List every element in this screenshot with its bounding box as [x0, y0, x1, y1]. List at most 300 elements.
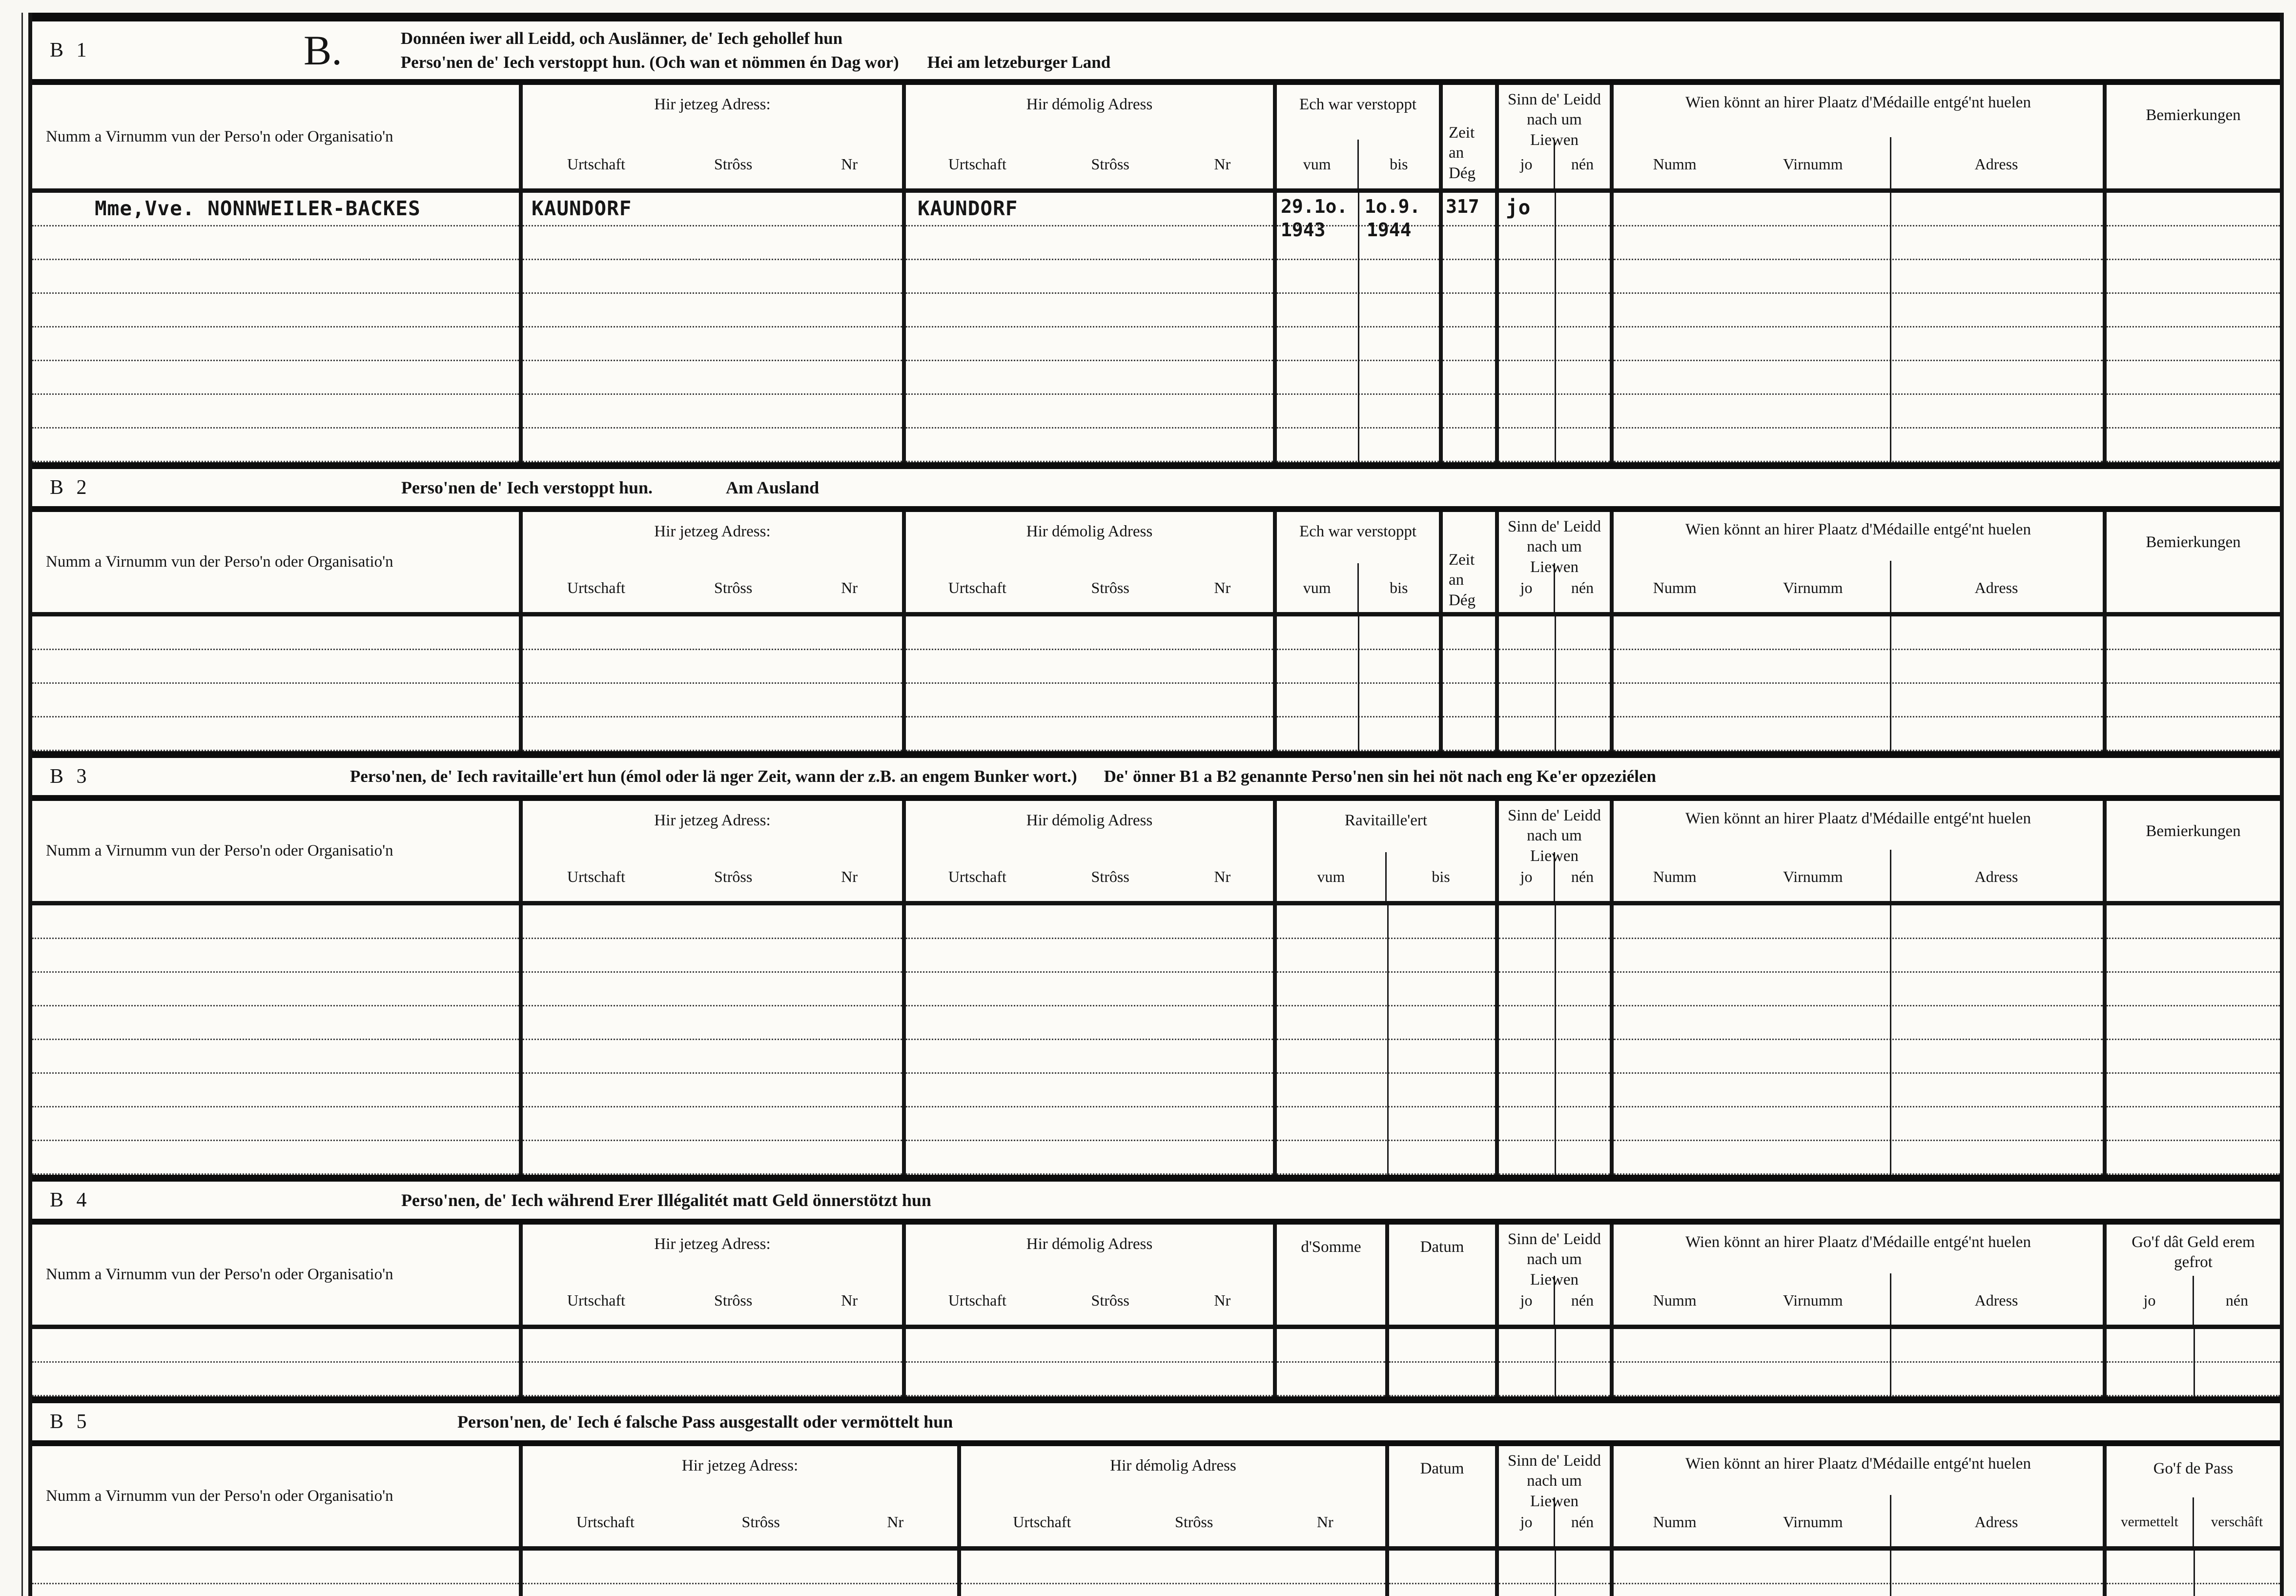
dotted-entry-row [1277, 1141, 1495, 1175]
vum-bis-subheaders [1277, 852, 1495, 901]
dotted-entry-row [523, 395, 902, 429]
subcolumn-divider [2194, 1551, 2195, 1596]
subcol-stross: Strôss [1091, 1291, 1129, 1309]
medal-subheaders [1614, 852, 2103, 901]
b1-col-remarks [2107, 85, 2280, 188]
dotted-entry-row [1277, 905, 1495, 939]
subcol-nr: Nr [1214, 155, 1231, 173]
dotted-entry-row [32, 260, 519, 294]
medal-subheaders [1614, 563, 2103, 612]
dotted-entry-row [1614, 616, 2103, 650]
dotted-entry-row [1443, 717, 1495, 751]
table-column [1277, 616, 1443, 751]
dotted-entry-row [32, 1074, 519, 1107]
dotted-entry-row [32, 616, 519, 650]
subcol-urtschaft: Urtschaft [948, 578, 1006, 596]
table-column [906, 1329, 1277, 1396]
table-column [1277, 193, 1443, 462]
table-column [906, 193, 1277, 462]
section-b1-title-band [32, 13, 2280, 85]
dotted-entry-row [1277, 973, 1495, 1006]
dotted-entry-row [1614, 973, 2103, 1006]
section-b5-title: Person'nen, de' Iech é falsche Pass ausgestallt oder vermöttelt hun [457, 1412, 953, 1432]
b4-col-former-address [906, 1225, 1277, 1325]
col-current-address-label: Hir jetzeg Adress: [654, 1235, 771, 1253]
table-column [32, 1551, 523, 1596]
dotted-entry-row [1443, 361, 1495, 395]
subcol-numm: Numm [1653, 578, 1697, 596]
b2-col-hidden-period [1277, 512, 1443, 612]
dotted-entry-row [32, 905, 519, 939]
b3-col-medal [1614, 801, 2107, 901]
subcolumn-divider [1890, 1329, 1891, 1396]
b5-column-headers [32, 1446, 2280, 1551]
dotted-entry-row [523, 905, 902, 939]
col-pass-status-label: Go'f de Pass [2153, 1460, 2234, 1477]
subcol-bis: bis [1390, 155, 1408, 173]
table-column [523, 1551, 961, 1596]
dotted-entry-row [32, 717, 519, 751]
dotted-entry-row [906, 1107, 1273, 1141]
subcol-bis: bis [1432, 867, 1450, 885]
subcol-urtschaft: Urtschaft [1013, 1513, 1071, 1531]
subcol-adress: Adress [1974, 578, 2018, 596]
b2-col-name [32, 512, 523, 612]
subcol-numm: Numm [1653, 155, 1697, 173]
dotted-entry-row [32, 650, 519, 684]
b4-entry-rows [32, 1329, 2280, 1396]
b2-col-remarks [2107, 512, 2280, 612]
section-b2-title-band [32, 462, 2280, 512]
b3-col-supplied-period [1277, 801, 1499, 901]
dotted-entry-row [1614, 1329, 2103, 1363]
subcol-vum: vum [1277, 140, 1359, 188]
dotted-entry-row [1614, 1584, 2103, 1596]
subcol-nr: Nr [1214, 578, 1231, 596]
b3-col-remarks [2107, 801, 2280, 901]
col-alive-label: Sinn de' Leidd nach um Liewen [1507, 1230, 1601, 1289]
b5-entry-rows [32, 1551, 2280, 1596]
dotted-entry-row [2107, 1006, 2280, 1040]
dotted-entry-row [32, 361, 519, 395]
dotted-entry-row [1443, 294, 1495, 327]
dotted-entry-row [523, 650, 902, 684]
dotted-entry-row [523, 616, 902, 650]
subcolumn-divider [1358, 193, 1359, 462]
section-b3-title-part2: De' önner B1 a B2 genannte Perso'nen sin hei nöt nach eng Ke'er opzeziélen [1104, 767, 1656, 786]
col-former-address-label: Hir démolig Adress [1026, 812, 1153, 829]
b4-col-amount [1277, 1225, 1389, 1325]
jo-nen-subheaders [1499, 1276, 1610, 1325]
section-b2-title: Perso'nen de' Iech verstoppt hun. [401, 478, 653, 497]
dotted-entry-row [2107, 361, 2280, 395]
table-column [1443, 616, 1499, 751]
b2-col-medal [1614, 512, 2107, 612]
dotted-entry-row [523, 429, 902, 462]
section-b1-code: B 1 [50, 39, 91, 61]
subcol-urtschaft: Urtschaft [948, 1291, 1006, 1309]
b1-col-former-address [906, 85, 1277, 188]
dotted-entry-row [1614, 1107, 2103, 1141]
b1-col-days [1443, 85, 1499, 188]
b4-col-alive [1499, 1225, 1614, 1325]
dotted-entry-row [32, 1551, 519, 1584]
subcolumn-divider [1555, 193, 1556, 462]
dotted-entry-row [2107, 260, 2280, 294]
b1-col-hidden-period [1277, 85, 1443, 188]
col-days-label: Zeit an Dég [1449, 551, 1476, 609]
subcol-jo: jo [1499, 1497, 1555, 1546]
subcol-stross: Strôss [714, 155, 753, 173]
dotted-entry-row [906, 327, 1273, 361]
table-column [1614, 905, 2107, 1175]
dotted-entry-row [523, 1551, 957, 1584]
table-column [1499, 905, 1614, 1175]
table-column [2107, 616, 2280, 751]
dotted-entry-row [2107, 1074, 2280, 1107]
col-medal-label: Wien könnt an hirer Plaatz d'Médaille entgé'nt huelen [1685, 521, 2031, 538]
table-column [906, 616, 1277, 751]
dotted-entry-row [906, 1329, 1273, 1363]
dotted-entry-row [906, 905, 1273, 939]
subcol-nr: Nr [1214, 1291, 1231, 1309]
dotted-entry-row [32, 1006, 519, 1040]
b4-col-current-address [523, 1225, 906, 1325]
dotted-entry-row [1443, 327, 1495, 361]
b2-col-days [1443, 512, 1499, 612]
table-column [32, 616, 523, 751]
subcol-nen: nén [1571, 1291, 1594, 1309]
subcol-stross: Strôss [1091, 155, 1129, 173]
dotted-entry-row [2107, 193, 2280, 226]
section-b5-code: B 5 [50, 1411, 91, 1433]
col-amount-label: d'Somme [1301, 1238, 1361, 1256]
col-current-address-label: Hir jetzeg Adress: [654, 96, 771, 113]
b1-column-headers [32, 85, 2280, 193]
subcol-urtschaft: Urtschaft [567, 578, 626, 596]
col-alive-label: Sinn de' Leidd nach um Liewen [1507, 518, 1601, 576]
dotted-entry-row [2107, 1141, 2280, 1175]
dotted-entry-row [2107, 429, 2280, 462]
subcol-jo: jo [1499, 140, 1555, 188]
b3-col-alive [1499, 801, 1614, 901]
medal-subheaders [1614, 1276, 2103, 1325]
dotted-entry-row [906, 1141, 1273, 1175]
subcol-virnumm: Virnumm [1783, 155, 1843, 173]
subcol-urtschaft: Urtschaft [576, 1513, 635, 1531]
b4-col-money-returned [2107, 1225, 2280, 1325]
dotted-entry-row [1614, 1363, 2103, 1396]
section-b5-title-band [32, 1396, 2280, 1446]
dotted-entry-row [2107, 226, 2280, 260]
col-current-address-label: Hir jetzeg Adress: [654, 523, 771, 540]
b1-entry-rows [32, 193, 2280, 462]
jo-nen-subheaders [1499, 563, 1610, 612]
dotted-entry-row [32, 1584, 519, 1596]
address-subheaders [906, 140, 1273, 188]
table-column [1614, 1329, 2107, 1396]
dotted-entry-row [32, 294, 519, 327]
dotted-entry-row [523, 226, 902, 260]
subcol-nr: Nr [841, 155, 858, 173]
col-former-address-label: Hir démolig Adress [1026, 96, 1153, 113]
col-hidden-label: Ech war verstoppt [1299, 523, 1417, 540]
table-column [961, 1551, 1389, 1596]
medal-subheaders [1614, 1497, 2103, 1546]
table-column [1499, 1551, 1614, 1596]
dotted-entry-row [1277, 1074, 1495, 1107]
dotted-entry-row [523, 327, 902, 361]
subcol-nen: nén [2225, 1291, 2249, 1309]
b3-column-headers [32, 801, 2280, 905]
dotted-entry-row [961, 1584, 1385, 1596]
dotted-entry-row [961, 1551, 1385, 1584]
section-b3-title-part1: Perso'nen, de' Iech ravitaille'ert hun (émol oder lä nger Zeit, wann der z.B. an engem Bunker wort.) [350, 767, 1077, 786]
dotted-entry-row [2107, 717, 2280, 751]
table-column [1614, 1551, 2107, 1596]
table-column [1499, 193, 1614, 462]
b4-column-headers [32, 1225, 2280, 1329]
subcolumn-divider [1890, 193, 1891, 462]
address-subheaders [961, 1497, 1385, 1546]
subcol-urtschaft: Urtschaft [948, 155, 1006, 173]
jo-nen-subheaders [1499, 140, 1610, 188]
section-b2-code: B 2 [50, 476, 91, 499]
col-medal-label: Wien könnt an hirer Plaatz d'Médaille entgé'nt huelen [1685, 1233, 2031, 1251]
section-b1-line2-bold: Hei am letzeburger Land [927, 53, 1111, 72]
section-b3-code: B 3 [50, 765, 91, 788]
address-subheaders [906, 1276, 1273, 1325]
table-column [1389, 1551, 1499, 1596]
subcol-jo: jo [1499, 563, 1555, 612]
table-column [523, 616, 906, 751]
b2-col-alive [1499, 512, 1614, 612]
b1-col-current-address [523, 85, 906, 188]
subcol-virnumm: Virnumm [1783, 578, 1843, 596]
dotted-entry-row [906, 226, 1273, 260]
table-column [906, 905, 1277, 1175]
dotted-entry-row [906, 717, 1273, 751]
dotted-entry-row [523, 1141, 902, 1175]
col-name-label: Numm a Virnumm vun der Perso'n oder Organisatio'n [46, 553, 393, 571]
dotted-entry-row [906, 650, 1273, 684]
dotted-entry-row [32, 1363, 519, 1396]
b5-col-current-address [523, 1446, 961, 1546]
section-b1-line2-text: Perso'nen de' Iech verstoppt hun. (Och wan et nömmen én Dag wor) [400, 53, 899, 72]
col-medal-label: Wien könnt an hirer Plaatz d'Médaille entgé'nt huelen [1685, 810, 2031, 827]
b5-col-alive [1499, 1446, 1614, 1546]
dotted-entry-row [1614, 226, 2103, 260]
subcol-urtschaft: Urtschaft [567, 1291, 626, 1309]
subcol-bis: bis [1390, 578, 1408, 596]
subcol-stross: Strôss [714, 867, 753, 885]
jo-nen-subheaders [2107, 1276, 2280, 1325]
subcol-virnumm: Virnumm [1783, 867, 1843, 885]
subcol-urtschaft: Urtschaft [567, 867, 626, 885]
dotted-entry-row [1614, 650, 2103, 684]
subcol-urtschaft: Urtschaft [948, 867, 1006, 885]
address-subheaders [523, 563, 902, 612]
section-b4-code: B 4 [50, 1189, 91, 1211]
subcol-jo: jo [1499, 852, 1555, 901]
typed-addr-now: KAUNDORF [532, 197, 632, 220]
table-column [1277, 905, 1499, 1175]
dotted-entry-row [906, 429, 1273, 462]
dotted-entry-row [1614, 260, 2103, 294]
table-column [523, 905, 906, 1175]
subcol-nen: nén [1571, 155, 1594, 173]
subcol-jo: jo [2107, 1276, 2194, 1325]
dotted-entry-row [1614, 939, 2103, 973]
dotted-entry-row [906, 1006, 1273, 1040]
typed-days: 317 [1446, 196, 1479, 217]
table-column [1389, 1329, 1499, 1396]
table-column [1443, 193, 1499, 462]
dotted-entry-row [32, 1040, 519, 1074]
dotted-entry-row [906, 1074, 1273, 1107]
table-column [523, 193, 906, 462]
dotted-entry-row [1443, 226, 1495, 260]
dotted-entry-row [906, 395, 1273, 429]
dotted-entry-row [906, 684, 1273, 717]
col-days-label: Zeit an Dég [1449, 124, 1476, 182]
jo-nen-subheaders [1499, 852, 1610, 901]
dotted-entry-row [1389, 1363, 1495, 1396]
dotted-entry-row [1614, 717, 2103, 751]
col-hidden-label: Ech war verstoppt [1299, 96, 1417, 113]
b1-col-alive [1499, 85, 1614, 188]
dotted-entry-row [1614, 1141, 2103, 1175]
subcolumn-divider [1890, 850, 1891, 901]
dotted-entry-row [2107, 327, 2280, 361]
col-date-label: Datum [1420, 1460, 1464, 1477]
address-subheaders [523, 1276, 902, 1325]
dotted-entry-row [1389, 1551, 1495, 1584]
col-money-returned-label: Go'f dât Geld erem gefrot [2132, 1233, 2255, 1271]
col-remarks-label: Bemierkungen [2146, 822, 2241, 840]
dotted-entry-row [523, 1040, 902, 1074]
dotted-entry-row [523, 1584, 957, 1596]
dotted-entry-row [32, 429, 519, 462]
dotted-entry-row [2107, 294, 2280, 327]
subcol-virnumm: Virnumm [1783, 1291, 1843, 1309]
b3-col-former-address [906, 801, 1277, 901]
section-b3-title-band [32, 751, 2280, 801]
section-b4-title: Perso'nen, de' Iech während Erer Illégalitét matt Geld önnerstötzt hun [401, 1190, 931, 1210]
dotted-entry-row [523, 1107, 902, 1141]
address-subheaders [523, 1497, 957, 1546]
subcol-adress: Adress [1974, 1513, 2018, 1531]
b4-col-name [32, 1225, 523, 1325]
table-column [523, 1329, 906, 1396]
subcol-adress: Adress [1974, 155, 2018, 173]
col-alive-label: Sinn de' Leidd nach um Liewen [1507, 1452, 1601, 1510]
col-remarks-label: Bemierkungen [2146, 533, 2241, 551]
subcol-nen: nén [1571, 578, 1594, 596]
subcol-nr: Nr [841, 867, 858, 885]
dotted-entry-row [32, 395, 519, 429]
col-current-address-label: Hir jetzeg Adress: [681, 1457, 799, 1474]
dotted-entry-row [523, 294, 902, 327]
dotted-entry-row [1443, 260, 1495, 294]
b2-column-headers [32, 512, 2280, 616]
col-current-address-label: Hir jetzeg Adress: [654, 812, 771, 829]
dotted-entry-row [1614, 193, 2103, 226]
table-column [2107, 1551, 2280, 1596]
typed-vum-day: 29.1o. [1281, 196, 1348, 217]
subcolumn-divider [1890, 905, 1891, 1175]
vum-bis-subheaders [1277, 140, 1439, 188]
dotted-entry-row [1277, 1363, 1385, 1396]
b3-entry-rows [32, 905, 2280, 1175]
dotted-entry-row [1614, 294, 2103, 327]
section-b1-title-line2 [401, 50, 1110, 74]
col-former-address-label: Hir démolig Adress [1026, 523, 1153, 540]
dotted-entry-row [1277, 1329, 1385, 1363]
dotted-entry-row [906, 939, 1273, 973]
subcol-numm: Numm [1653, 867, 1697, 885]
dotted-entry-row [1614, 1074, 2103, 1107]
typed-bis-year: 1944 [1367, 219, 1412, 241]
col-former-address-label: Hir démolig Adress [1026, 1235, 1153, 1253]
dotted-entry-row [523, 717, 902, 751]
dotted-entry-row [1443, 616, 1495, 650]
questionnaire-form [28, 13, 2284, 1596]
dotted-entry-row [523, 939, 902, 973]
dotted-entry-row [2107, 939, 2280, 973]
typed-name: Mme,Vve. NONNWEILER-BACKES [95, 197, 421, 220]
subcolumn-divider [1890, 561, 1891, 612]
dotted-entry-row [32, 1329, 519, 1363]
dotted-entry-row [32, 1141, 519, 1175]
table-column [1499, 1329, 1614, 1396]
subcolumn-divider [1890, 616, 1891, 751]
col-name-label: Numm a Virnumm vun der Perso'n oder Organisatio'n [46, 842, 393, 859]
subcol-nr: Nr [1214, 867, 1231, 885]
dotted-entry-row [906, 361, 1273, 395]
subcol-stross: Strôss [1091, 867, 1129, 885]
subcol-virnumm: Virnumm [1783, 1513, 1843, 1531]
subcolumn-divider [1890, 1551, 1891, 1596]
col-remarks-label: Bemierkungen [2146, 106, 2241, 124]
b5-col-former-address [961, 1446, 1389, 1546]
subcolumn-divider [1555, 905, 1556, 1175]
dotted-entry-row [523, 1006, 902, 1040]
subcolumn-divider [2194, 1329, 2195, 1396]
subcol-nen: nén [1571, 867, 1594, 885]
dotted-entry-row [2107, 395, 2280, 429]
col-alive-label: Sinn de' Leidd nach um Liewen [1507, 91, 1601, 149]
dotted-entry-row [906, 1040, 1273, 1074]
subcol-vum: vum [1277, 563, 1359, 612]
b1-col-medal [1614, 85, 2107, 188]
subcolumn-divider [1555, 1329, 1556, 1396]
col-alive-label: Sinn de' Leidd nach um Liewen [1507, 807, 1601, 865]
dotted-entry-row [1277, 1006, 1495, 1040]
dotted-entry-row [1614, 429, 2103, 462]
dotted-entry-row [2107, 973, 2280, 1006]
col-name-label: Numm a Virnumm vun der Perso'n oder Organisatio'n [46, 127, 393, 145]
dotted-entry-row [523, 260, 902, 294]
subcol-nr: Nr [1316, 1513, 1333, 1531]
subcol-stross: Strôss [714, 578, 753, 596]
vum-bis-subheaders [1277, 563, 1439, 612]
dotted-entry-row [906, 1363, 1273, 1396]
table-column [1614, 193, 2107, 462]
address-subheaders [906, 852, 1273, 901]
subcolumn-divider [1387, 905, 1389, 1175]
subcol-adress: Adress [1974, 1291, 2018, 1309]
